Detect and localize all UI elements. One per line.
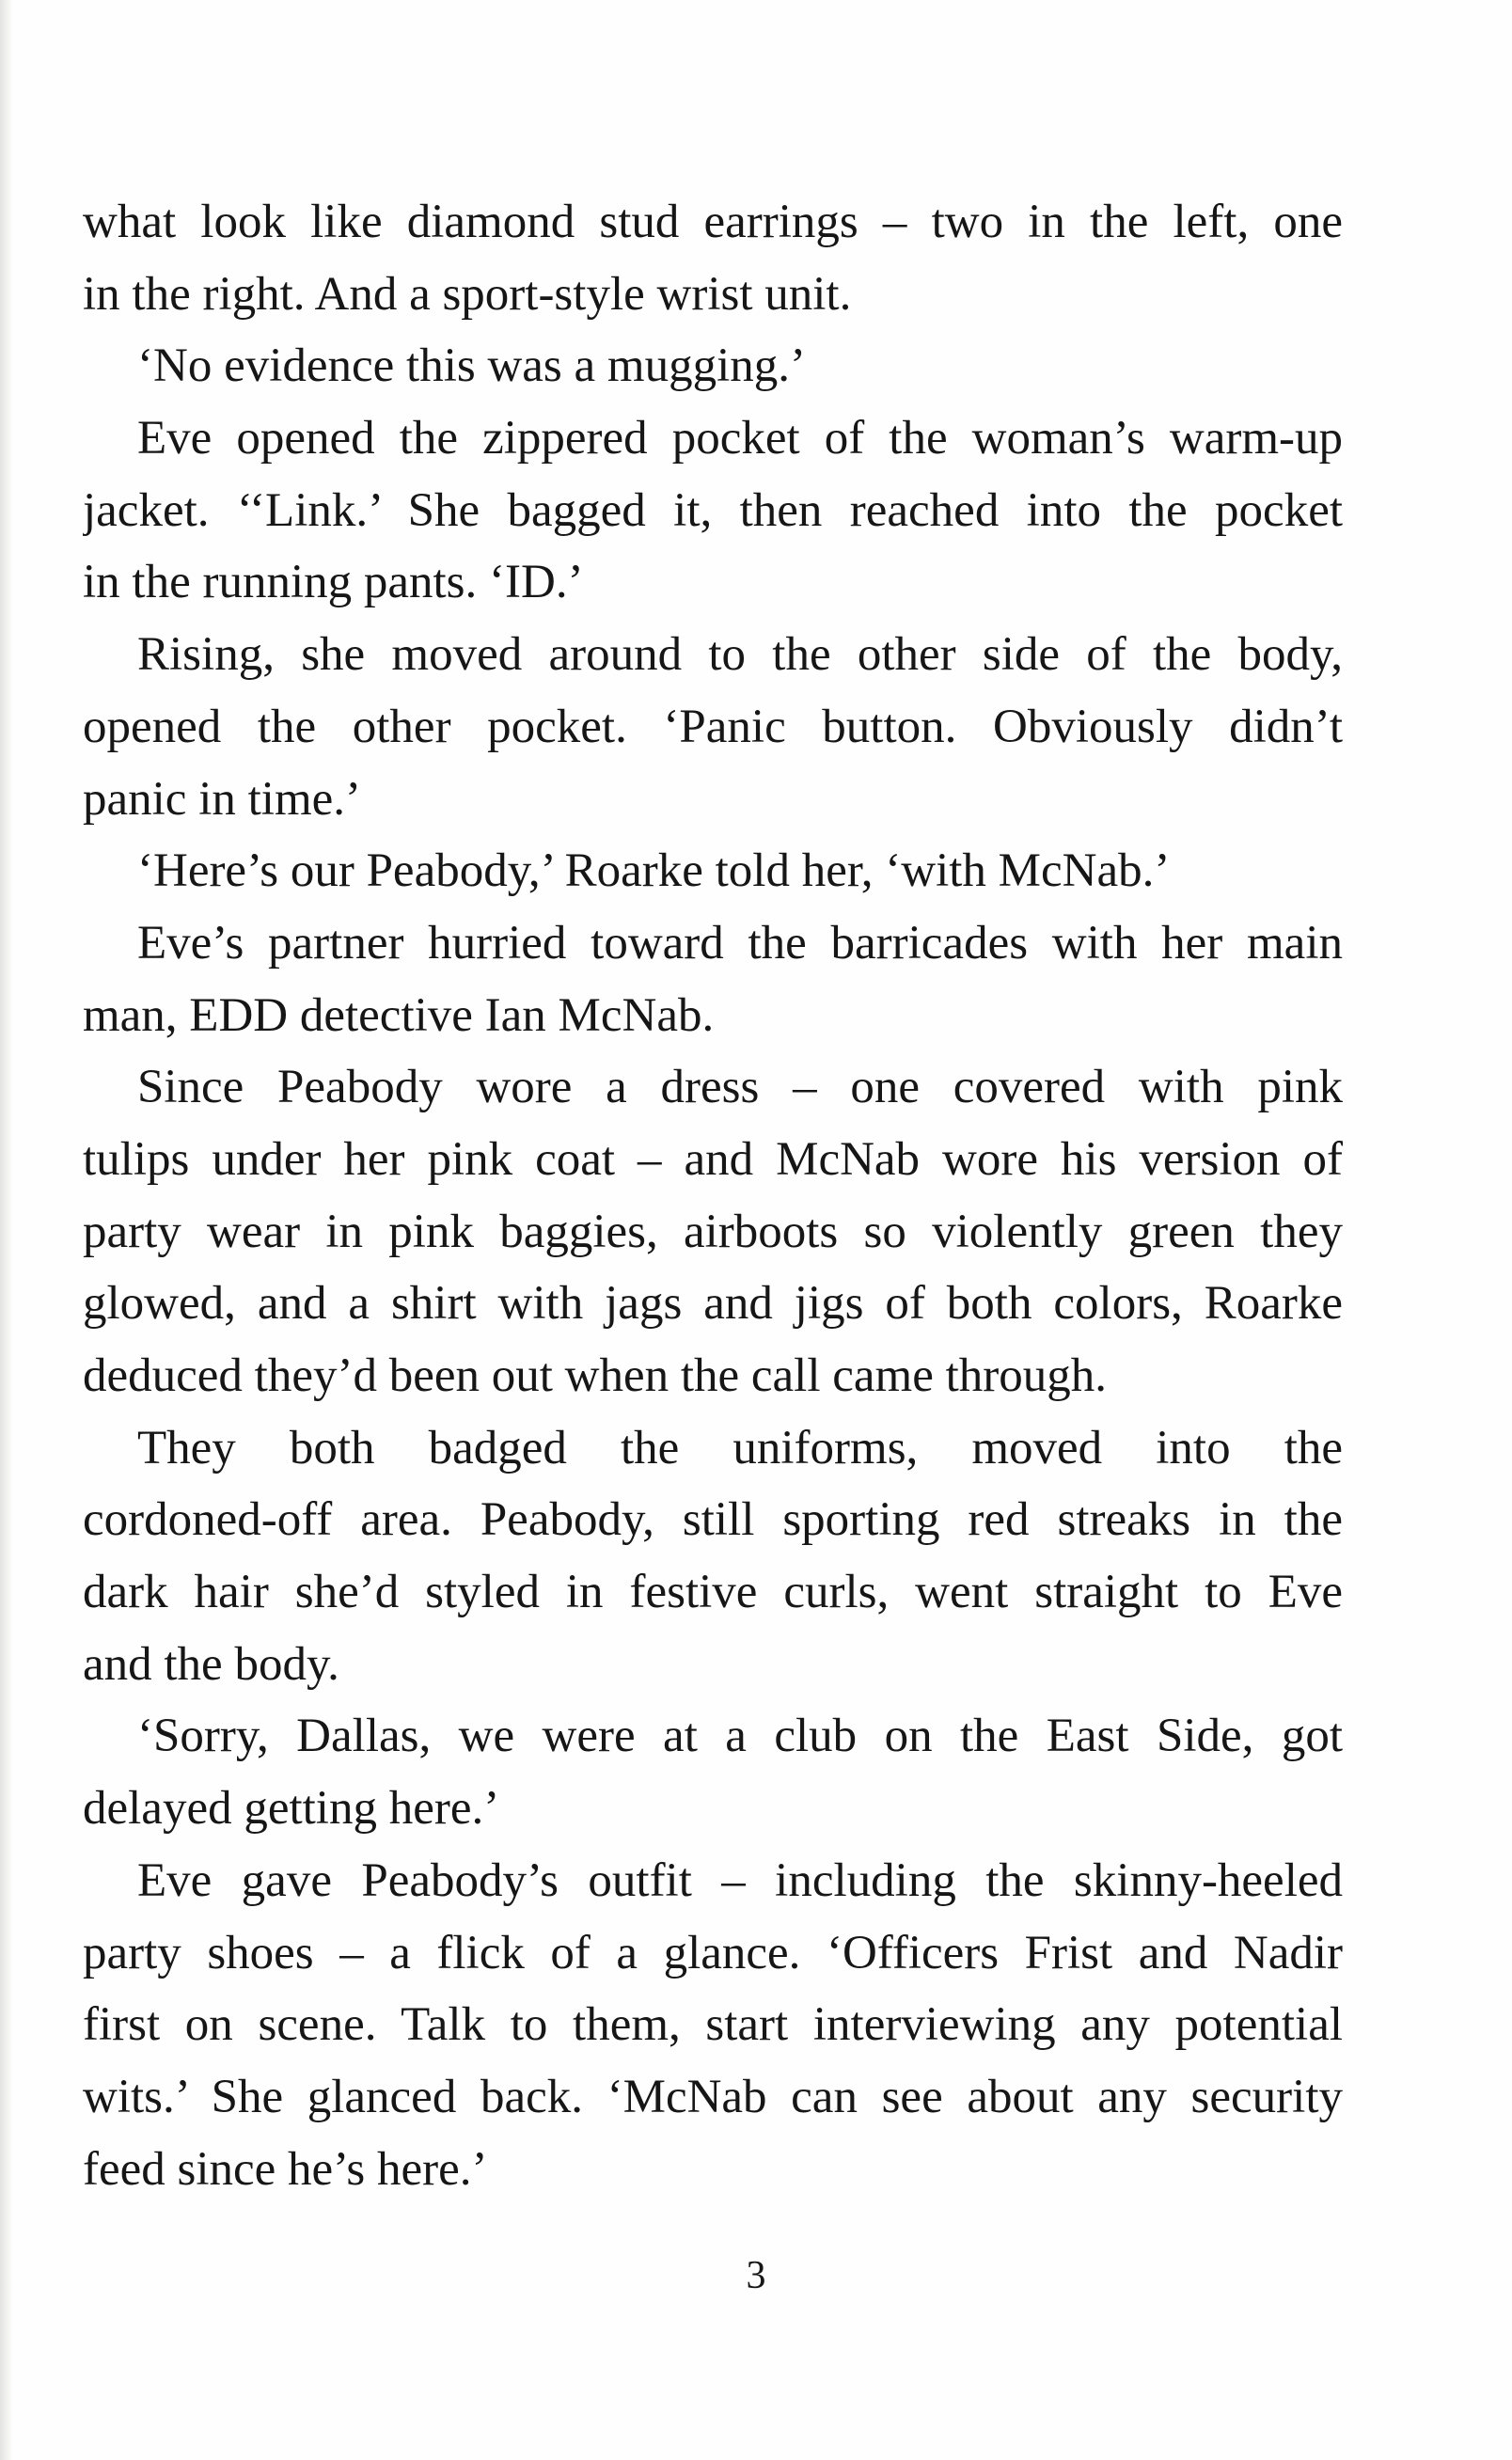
text-line: tulips under her pink coat – and McNab wore his version of (83, 1132, 1343, 1186)
text-line: party wear in pink baggies, airboots so violently green they (83, 1205, 1343, 1258)
text-line: Eve gave Peabody’s outfit – including the skinny-heeled (137, 1853, 1343, 1907)
text-line: opened the other pocket. ‘Panic button. Obviously didn’t (83, 700, 1343, 753)
text-line: ‘No evidence this was a mugging.’ (137, 339, 806, 393)
text-line: what look like diamond stud earrings – two in the left, one (83, 196, 1343, 248)
text-line: They both badged the uniforms, moved into the (137, 1421, 1343, 1474)
text-line: party shoes – a flick of a glance. ‘Officers Frist and Nadir (83, 1926, 1343, 1979)
text-line: in the running pants. ‘ID.’ (83, 556, 584, 609)
text-line: Since Peabody wore a dress – one covered with pink (137, 1061, 1343, 1114)
text-line: feed since he’s here.’ (83, 2142, 488, 2196)
text-line: Rising, she moved around to the other side of the body, (137, 628, 1343, 682)
text-line: dark hair she’d styled in festive curls, went straight to Eve (83, 1566, 1343, 1619)
page-number: 3 (746, 2254, 766, 2297)
text-line: wits.’ She glanced back. ‘McNab can see about any security (83, 2070, 1343, 2123)
text-line: delayed getting here.’ (83, 1782, 500, 1836)
text-line: panic in time.’ (83, 772, 361, 826)
text-line: deduced they’d been out when the call came through. (83, 1349, 1108, 1402)
text-line: ‘Here’s our Peabody,’ Roarke told her, ‘with McNab.’ (137, 844, 1171, 898)
body-text (83, 186, 1343, 2205)
text-line: cordoned-off area. Peabody, still sporting red streaks in the (83, 1493, 1343, 1547)
text-line: in the right. And a sport-style wrist unit. (83, 267, 852, 321)
text-line: Eve opened the zippered pocket of the woman’s warm-up (137, 412, 1343, 465)
text-line: Eve’s partner hurried toward the barricades with her main (137, 916, 1343, 970)
page-binding-edge (0, 0, 13, 2460)
text-line: ‘Sorry, Dallas, we were at a club on the East Side, got (137, 1710, 1343, 1763)
text-line: jacket. ‘‘Link.’ She bagged it, then reached into the pocket (83, 483, 1343, 537)
text-line: and the body. (83, 1637, 339, 1691)
text-line: glowed, and a shirt with jags and jigs of both colors, Roarke (83, 1277, 1343, 1331)
text-line: man, EDD detective Ian McNab. (83, 988, 715, 1042)
text-line: first on scene. Talk to them, start interviewing any potential (83, 1998, 1343, 2052)
